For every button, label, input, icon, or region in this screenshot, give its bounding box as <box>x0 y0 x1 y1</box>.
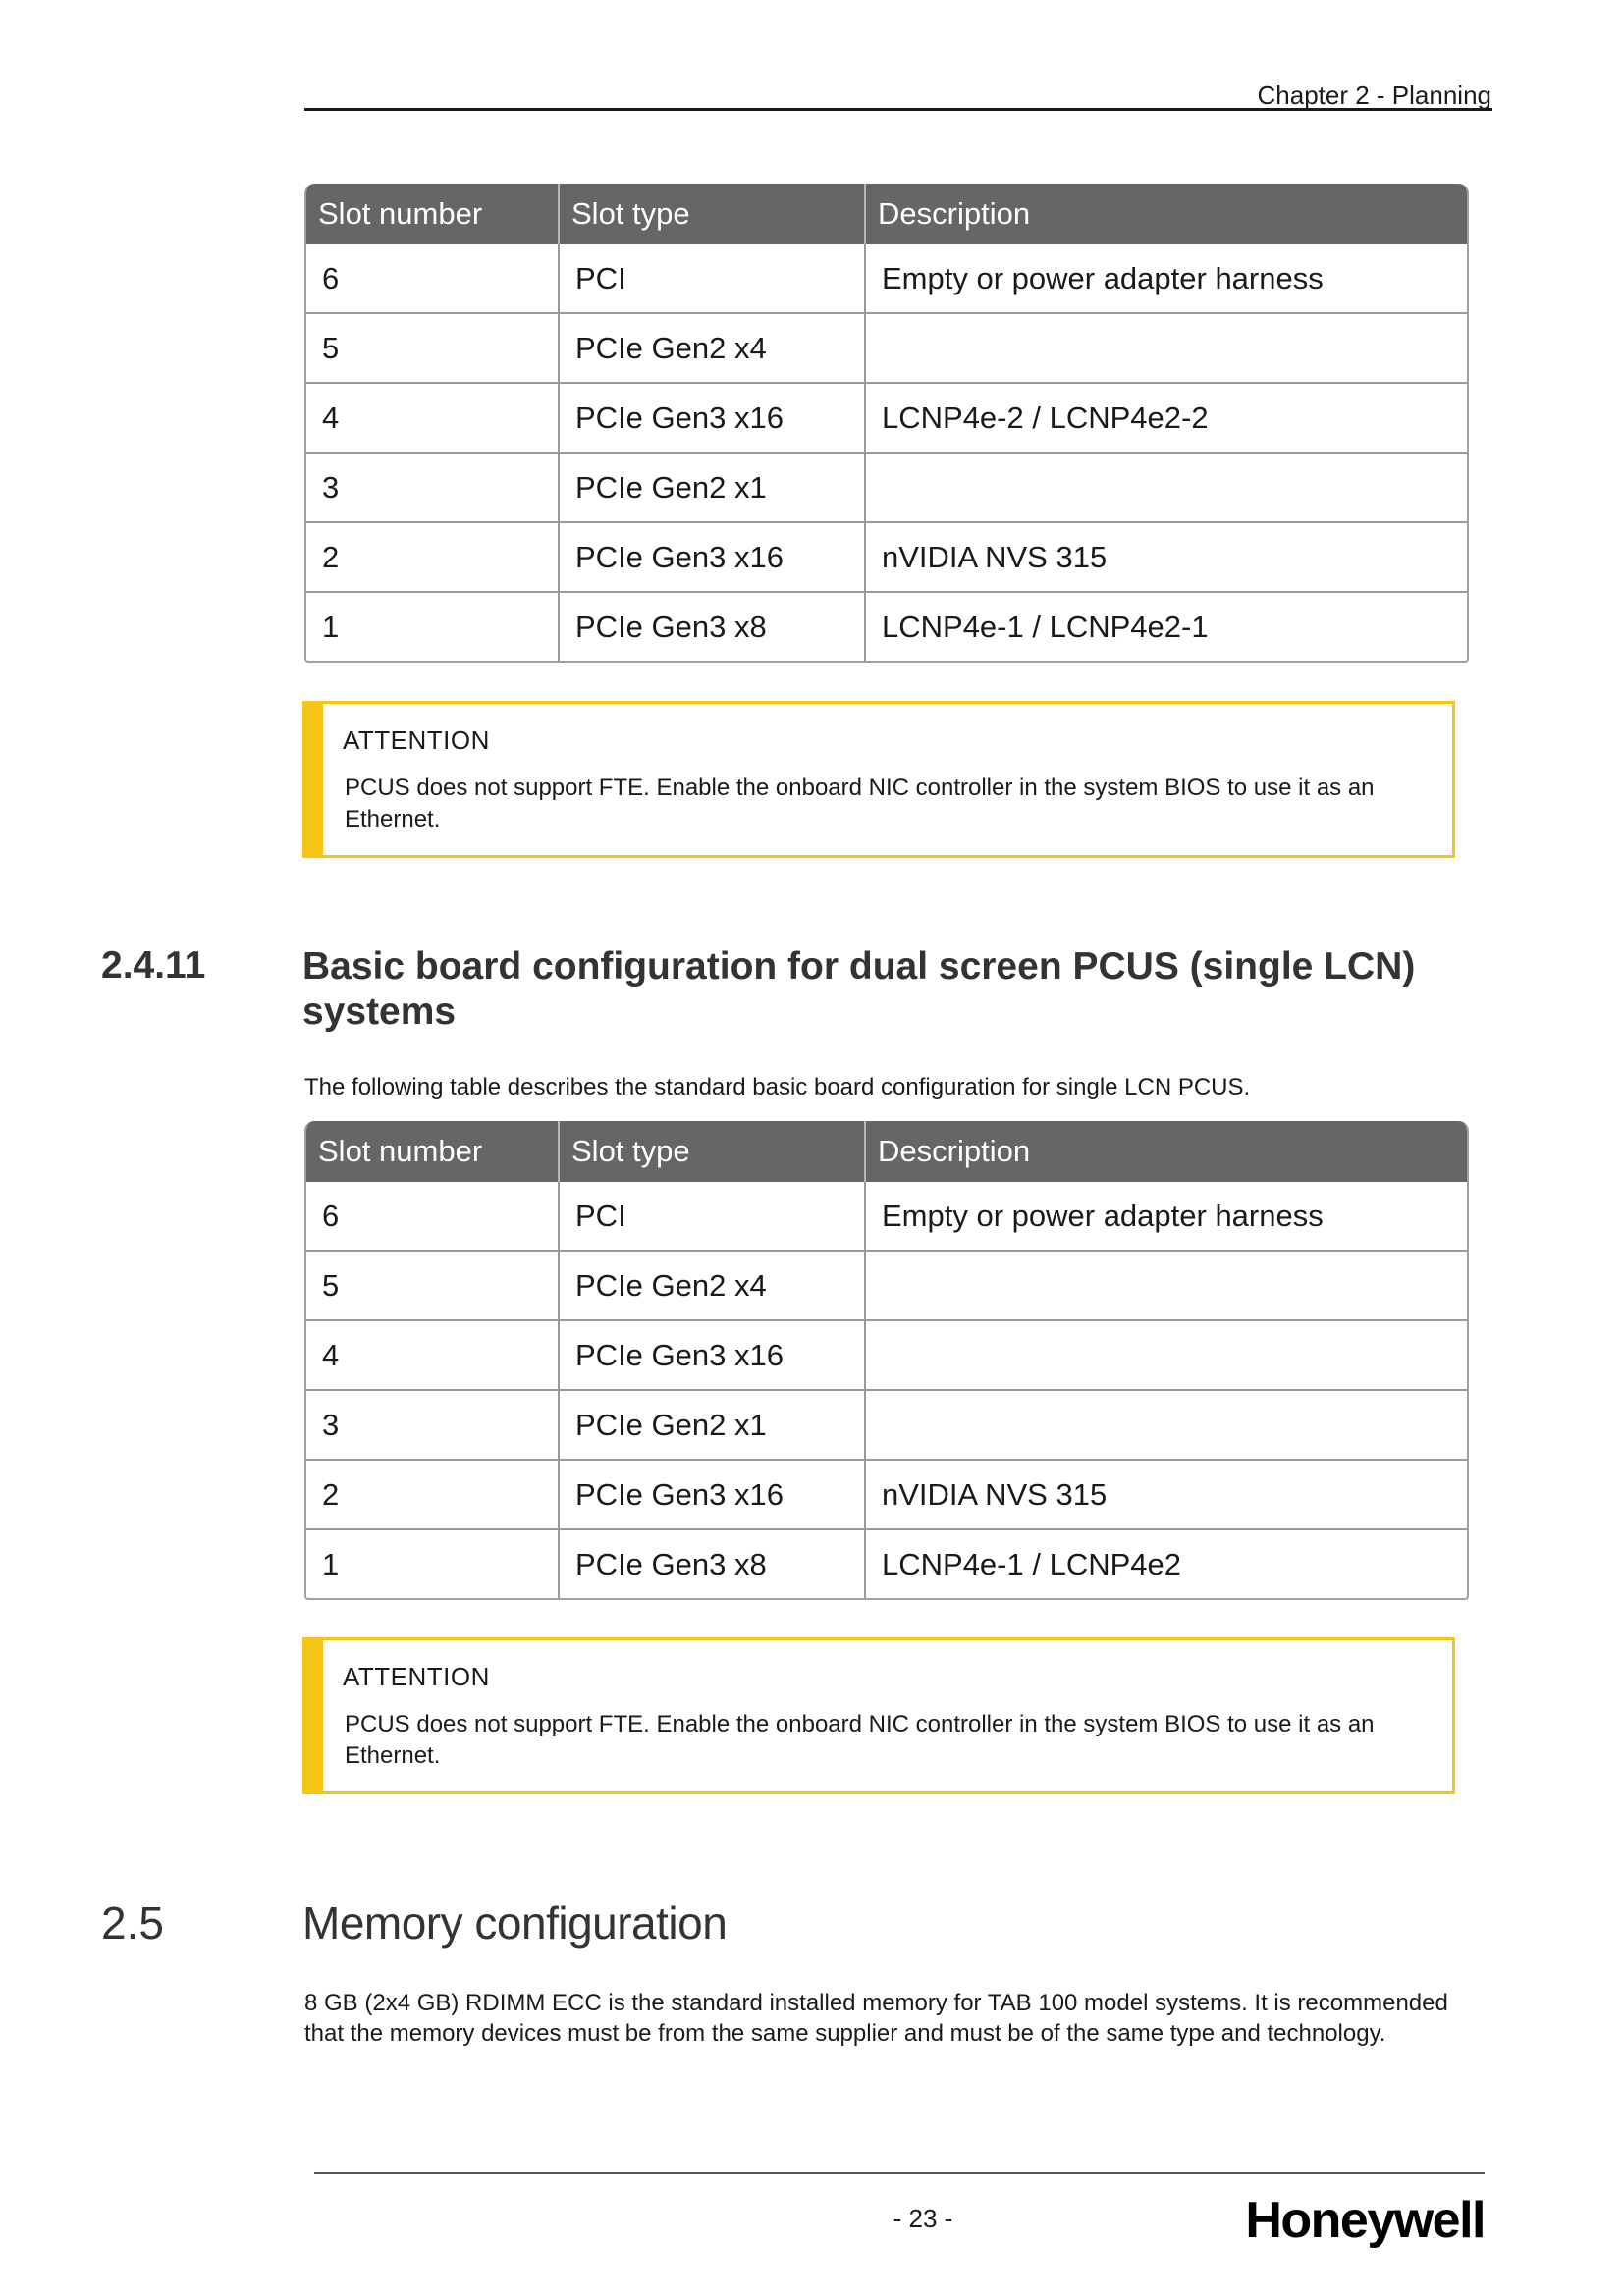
cell-description: nVIDIA NVS 315 <box>864 1461 1467 1528</box>
table-row <box>306 452 1467 521</box>
section-title: Memory configuration <box>302 1897 728 1949</box>
cell-slot-number: 5 <box>322 330 340 365</box>
column-header-slot-number: Slot number <box>318 196 483 231</box>
table-row <box>306 591 1467 661</box>
attention-title: ATTENTION <box>343 725 490 755</box>
table-row <box>306 312 1467 382</box>
cell-description <box>864 454 1467 521</box>
cell-slot-number: 3 <box>322 1407 340 1442</box>
cell-slot-number: 5 <box>322 1267 340 1303</box>
page-number: - 23 - <box>893 2204 953 2233</box>
cell-description: Empty or power adapter harness <box>864 1182 1467 1250</box>
table-row <box>306 1182 1467 1250</box>
cell-slot-number: 4 <box>322 400 340 435</box>
cell-slot-type: PCI <box>558 244 864 312</box>
column-header-slot-type: Slot type <box>558 1121 864 1182</box>
table-row <box>306 521 1467 591</box>
table-header-row <box>306 1121 1467 1182</box>
cell-slot-type: PCIe Gen3 x8 <box>558 1530 864 1598</box>
table-row <box>306 1528 1467 1598</box>
cell-slot-type: PCIe Gen3 x16 <box>558 1461 864 1528</box>
column-header-slot-number: Slot number <box>318 1134 483 1168</box>
cell-slot-type: PCIe Gen2 x4 <box>558 314 864 382</box>
section-intro: The following table describes the standard basic board configuration for single LCN PCUS. <box>304 1074 1251 1100</box>
table-row <box>306 1319 1467 1389</box>
cell-description <box>864 1321 1467 1389</box>
cell-slot-type: PCIe Gen3 x8 <box>558 593 864 661</box>
slot-table-2 <box>304 1121 1469 1600</box>
cell-description: LCNP4e-1 / LCNP4e2-1 <box>864 593 1467 661</box>
section-body: 8 GB (2x4 GB) RDIMM ECC is the standard installed memory for TAB 100 model systems. It is recommended that the memory devices must be from the same supplier and must be of the same type and technology. <box>304 1990 1448 2047</box>
cell-slot-type: PCIe Gen2 x1 <box>558 454 864 521</box>
column-header-description: Description <box>864 184 1467 244</box>
cell-description: nVIDIA NVS 315 <box>864 523 1467 591</box>
attention-box-1 <box>302 701 1455 858</box>
column-header-description: Description <box>864 1121 1467 1182</box>
cell-slot-number: 3 <box>322 469 340 505</box>
cell-slot-type: PCIe Gen3 x16 <box>558 384 864 452</box>
attention-text: PCUS does not support FTE. Enable the onboard NIC controller in the system BIOS to use it as an Ethernet. <box>345 774 1375 832</box>
cell-description: LCNP4e-2 / LCNP4e2-2 <box>864 384 1467 452</box>
cell-slot-number: 1 <box>322 1546 340 1581</box>
table-row <box>306 1459 1467 1528</box>
cell-slot-number: 2 <box>322 539 340 574</box>
table-row <box>306 382 1467 452</box>
cell-description <box>864 1252 1467 1319</box>
attention-text: PCUS does not support FTE. Enable the onboard NIC controller in the system BIOS to use it as an Ethernet. <box>345 1711 1375 1769</box>
cell-slot-type: PCIe Gen3 x16 <box>558 523 864 591</box>
cell-slot-type: PCIe Gen2 x4 <box>558 1252 864 1319</box>
section-number: 2.4.11 <box>101 944 206 987</box>
cell-slot-number: 6 <box>322 260 340 295</box>
section-title: Basic board configuration for dual screen PCUS (single LCN) systems <box>302 945 1416 1033</box>
attention-box-2 <box>302 1637 1455 1794</box>
cell-slot-type: PCIe Gen2 x1 <box>558 1391 864 1459</box>
cell-description <box>864 1391 1467 1459</box>
cell-description: LCNP4e-1 / LCNP4e2 <box>864 1530 1467 1598</box>
column-header-slot-type: Slot type <box>558 184 864 244</box>
cell-slot-number: 6 <box>322 1198 340 1233</box>
cell-slot-number: 4 <box>322 1337 340 1372</box>
header-rule <box>304 108 1492 111</box>
attention-accent-bar <box>305 1640 323 1791</box>
cell-description: Empty or power adapter harness <box>864 244 1467 312</box>
footer-rule <box>314 2172 1485 2174</box>
attention-title: ATTENTION <box>343 1662 490 1691</box>
chapter-header: Chapter 2 - Planning <box>1257 80 1491 110</box>
cell-slot-type: PCIe Gen3 x16 <box>558 1321 864 1389</box>
table-header-row <box>306 184 1467 244</box>
slot-table-1 <box>304 184 1469 663</box>
table-row <box>306 1250 1467 1319</box>
honeywell-logo: Honeywell <box>1245 2192 1485 2249</box>
table-row <box>306 244 1467 312</box>
cell-description <box>864 314 1467 382</box>
cell-slot-number: 2 <box>322 1476 340 1512</box>
section-number: 2.5 <box>101 1897 164 1949</box>
cell-slot-number: 1 <box>322 609 340 644</box>
cell-slot-type: PCI <box>558 1182 864 1250</box>
table-row <box>306 1389 1467 1459</box>
attention-accent-bar <box>305 704 323 855</box>
